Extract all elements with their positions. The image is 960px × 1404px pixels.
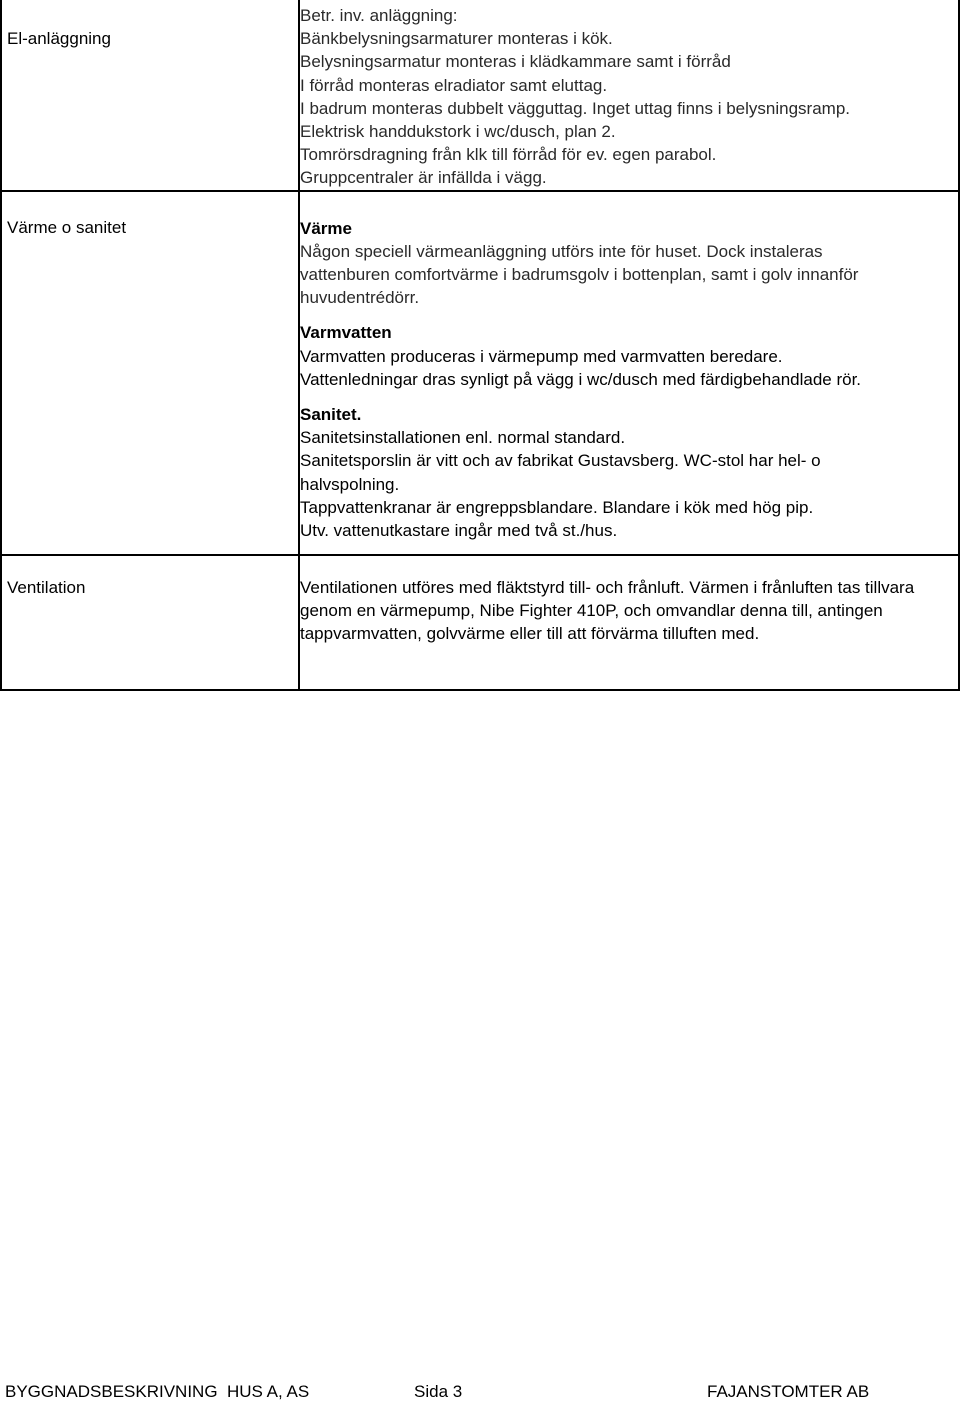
category-label-el: El-anläggning bbox=[7, 29, 111, 48]
el-line: Tomrörsdragning från klk till förråd för ev. egen parabol. bbox=[300, 145, 717, 165]
el-line: Gruppcentraler är infällda i vägg. bbox=[300, 168, 547, 188]
sanitet-line: Sanitetsporslin är vitt och av fabrikat Gustavsberg. WC-stol har hel- o halvspolning. bbox=[300, 451, 821, 494]
spec-table bbox=[0, 0, 960, 691]
page-footer bbox=[5, 1380, 955, 1404]
table-row-varme-sanitet bbox=[1, 191, 959, 555]
sanitet-line: Tappvattenkranar är engreppsblandare. Blandare i kök med hög pip. bbox=[300, 497, 814, 517]
content-cell-varme-sanitet bbox=[299, 191, 959, 555]
content-cell-ventilation bbox=[299, 555, 959, 690]
varme-heading: Värme bbox=[300, 218, 352, 238]
el-line: Belysningsarmatur monteras i klädkammare samt i förråd bbox=[300, 52, 731, 72]
category-label-varme-sanitet: Värme o sanitet bbox=[7, 217, 127, 237]
footer-doc-title: BYGGNADSBESKRIVNING HUS A, AS bbox=[5, 1382, 310, 1401]
sanitet-line: Sanitetsinstallationen enl. normal standard. bbox=[300, 428, 626, 448]
category-cell-varme-sanitet bbox=[1, 191, 299, 555]
table-row-el bbox=[1, 0, 959, 191]
footer-company: FAJANSTOMTER AB bbox=[707, 1382, 870, 1401]
category-cell-el bbox=[1, 0, 299, 191]
varmvatten-heading: Varmvatten bbox=[300, 323, 392, 343]
footer-page-number: Sida 3 bbox=[414, 1382, 463, 1401]
varmvatten-line: Vattenledningar dras synligt på vägg i wc/dusch med färdigbehandlade rör. bbox=[300, 369, 862, 389]
el-line: I förråd monteras elradiator samt eluttag. bbox=[300, 75, 608, 95]
category-cell-ventilation bbox=[1, 555, 299, 690]
el-line: I badrum monteras dubbelt vägguttag. Inget uttag finns i belysningsramp. bbox=[300, 98, 850, 118]
varmvatten-line: Varmvatten produceras i värmepump med varmvatten beredare. bbox=[300, 346, 783, 366]
content-cell-el bbox=[299, 0, 959, 191]
el-line: Betr. inv. anläggning: bbox=[300, 6, 458, 25]
sanitet-heading: Sanitet. bbox=[300, 405, 362, 425]
el-line: Bänkbelysningsarmaturer monteras i kök. bbox=[300, 29, 613, 49]
varme-text: Någon speciell värmeanläggning utförs inte för huset. Dock instaleras vattenburen comfortvärme i badrumsgolv i bottenplan, samt i golv innanför huvudentrédörr. bbox=[300, 241, 859, 308]
category-label-ventilation: Ventilation bbox=[7, 577, 86, 597]
ventilation-text: Ventilationen utföres med fläktstyrd till- och frånluft. Värmen i frånluften tas tillvara genom en värmepump, Nibe Fighter 410P, och omvandlar denna till, antingen tappvarmvatten, golvvärme eller till att förvärma tilluften med. bbox=[300, 577, 915, 644]
table-row-ventilation bbox=[1, 555, 959, 690]
sanitet-line: Utv. vattenutkastare ingår med två st./hus. bbox=[300, 521, 618, 541]
el-line: Elektrisk handdukstork i wc/dusch, plan 2. bbox=[300, 122, 616, 142]
